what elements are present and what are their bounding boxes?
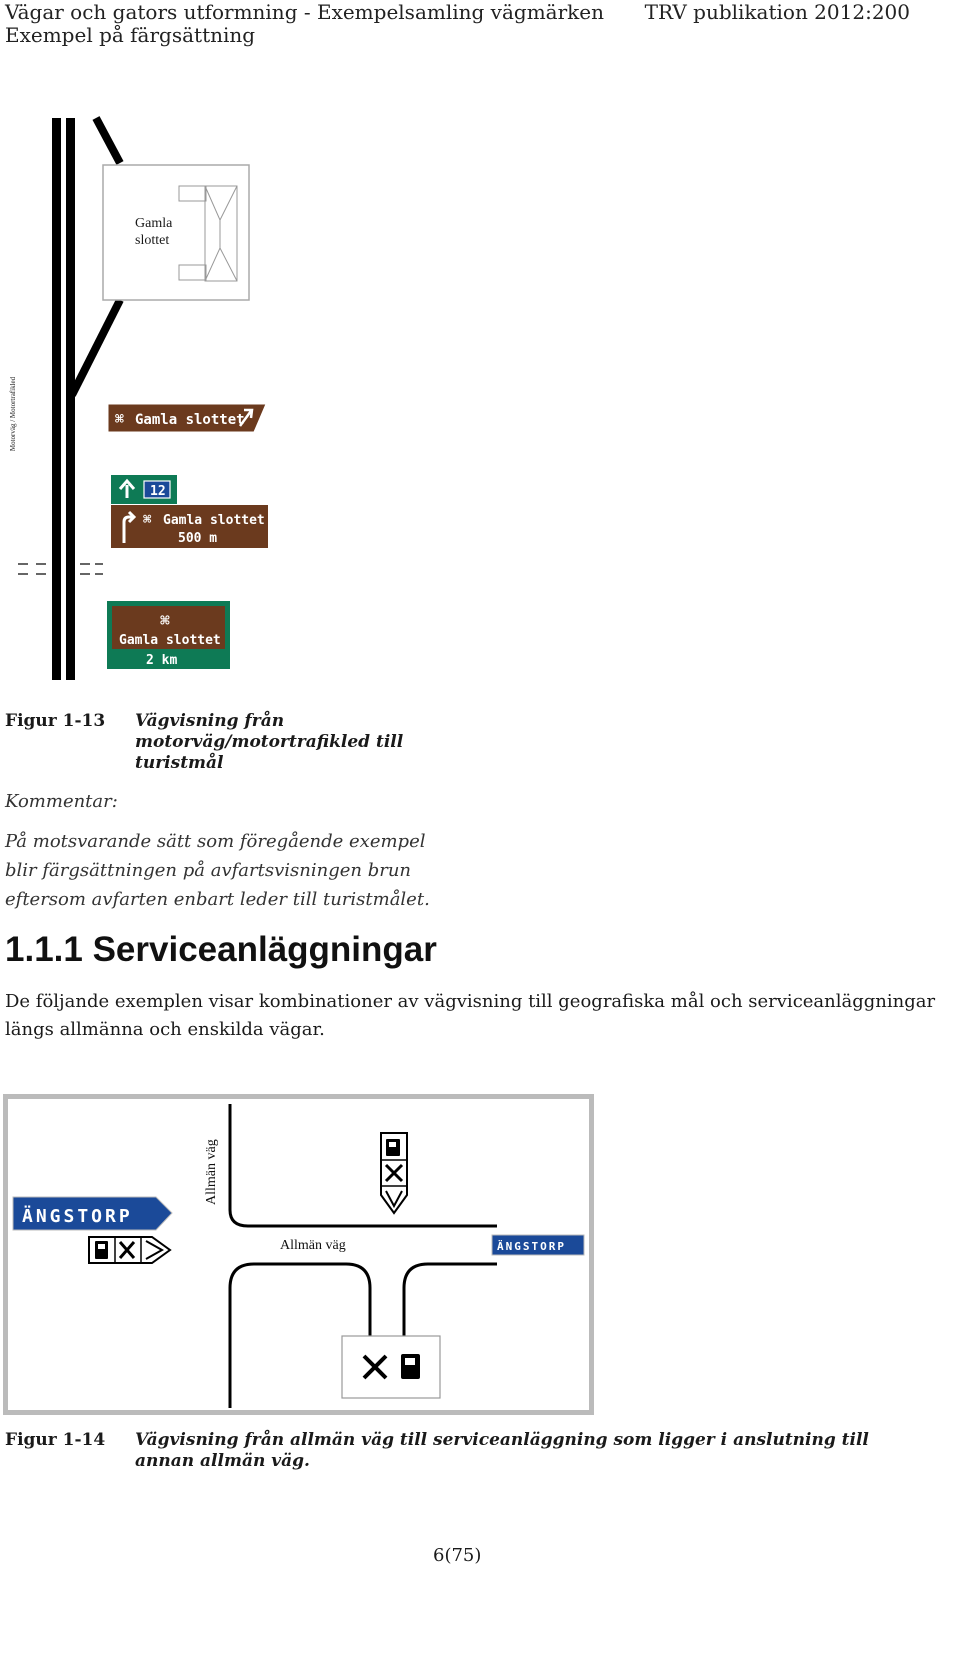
motorway-line-left [52,118,61,680]
sign-right-label: ÄNGSTORP [497,1240,566,1253]
road-label-horizontal: Allmän väg [280,1238,346,1253]
castle-icon: ⌘ [160,611,170,630]
sign-angstorp-left [13,1197,172,1230]
castle-label [135,215,172,249]
sign-exit-distance: 500 m [178,531,218,546]
castle-label-line2: slottet [135,233,170,248]
sign-route-green [111,475,177,504]
publication-id: TRV publikation 2012:200 [644,0,910,24]
caption14-line2: annan allmän väg. [135,1451,310,1471]
caption13-line1: Vägvisning från [135,711,285,731]
figure-13-caption [135,711,403,774]
figure-14-number: Figur 1-14 [5,1430,106,1450]
comment-label: Kommentar: [5,791,118,812]
motorway-line-right [66,118,75,680]
sign-left-label: ÄNGSTORP [22,1206,133,1227]
service-area [342,1336,440,1398]
caption14-line1: Vägvisning från allmän väg till serviceanläggning som ligger i anslutning till [135,1430,869,1450]
caption13-line2: motorväg/motortrafikled till [135,732,404,752]
page-number: 6(75) [433,1545,482,1566]
document-title: Vägar och gators utformning - Exempelsamling vägmärken [5,0,604,24]
comment-line1: På motsvarande sätt som föregående exempel [5,831,426,852]
caption13-line3: turistmål [135,753,224,773]
fuel-pump-icon [95,1241,108,1259]
sign-exit-brown [111,505,268,548]
figure-13-number: Figur 1-13 [5,711,106,731]
road-label-vertical: Allmän väg [204,1139,219,1205]
sign-exit-label: Gamla slottet [163,513,265,528]
sign-advance-green [107,601,230,669]
figure-14-caption [135,1430,869,1472]
sign-direction-brown [108,404,266,432]
motorway-label: Motorväg / Motortrafikled [9,376,18,452]
exit-ramp [72,300,120,395]
castle-label-line1: Gamla [135,216,173,231]
paragraph-line2: längs allmänna och enskilda vägar. [5,1019,325,1040]
figure-14-diagram [0,1090,600,1420]
access-road [96,118,120,163]
comment-line3: eftersom avfarten enbart leder till turistmålet. [5,889,430,910]
section-paragraph [5,988,935,1044]
route-number: 12 [150,484,166,499]
castle-area [103,165,249,300]
sign-service-left [89,1237,170,1263]
paragraph-line1: De följande exemplen visar kombinationer av vägvisning till geografiska mål och serviceanläggningar [5,991,936,1012]
document-subtitle: Exempel på färgsättning [5,23,256,47]
fuel-pump-icon [386,1139,400,1156]
sign-service-vertical [381,1133,407,1213]
sign-advance-distance: 2 km [146,653,178,668]
castle-icon: ⌘ [115,410,125,428]
castle-icon: ⌘ [143,512,152,528]
sign-direction-label: Gamla slottet [135,412,245,428]
sign-advance-label: Gamla slottet [119,633,221,648]
sign-angstorp-right [492,1235,584,1255]
fuel-pump-icon [401,1354,420,1379]
comment-text [5,827,430,914]
comment-line2: blir färgsättningen på avfartsvisningen brun [5,860,412,881]
section-heading: 1.1.1 Serviceanläggningar [5,930,437,969]
figure-13-diagram [0,110,300,690]
